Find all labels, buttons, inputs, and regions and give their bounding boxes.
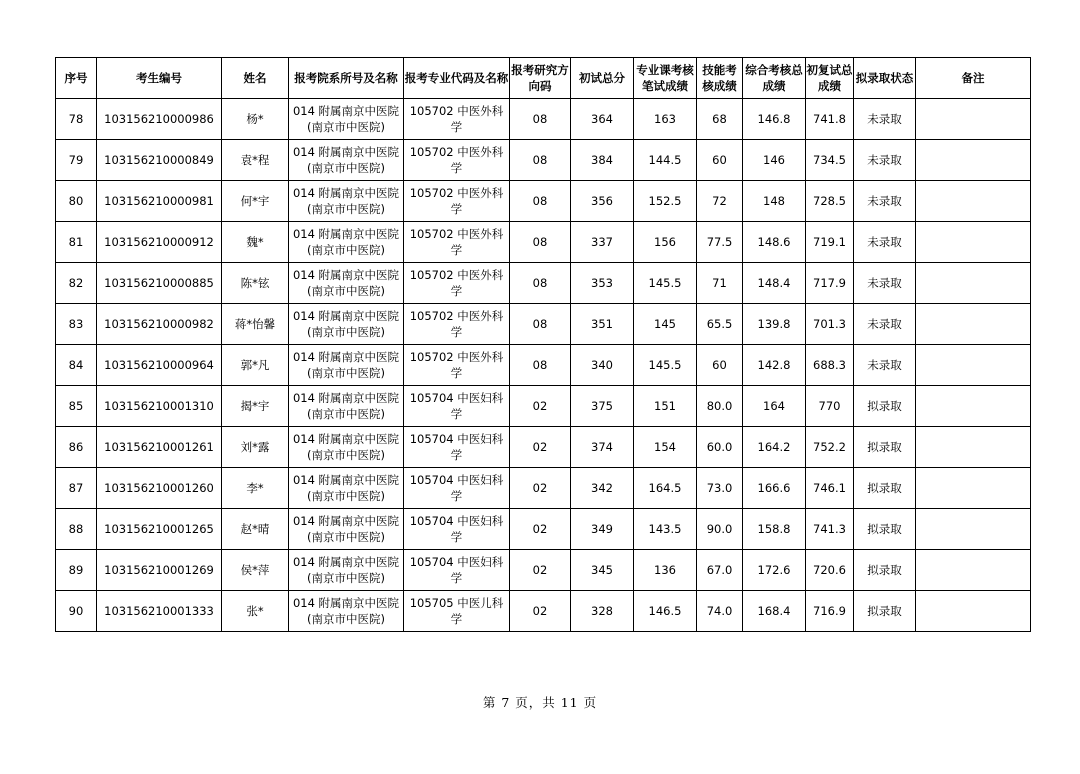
cell-candidate-id: 103156210001260 bbox=[97, 468, 222, 509]
cell-admission-status: 拟录取 bbox=[854, 550, 916, 591]
cell-admission-status: 拟录取 bbox=[854, 386, 916, 427]
cell-skill-exam: 71 bbox=[697, 263, 743, 304]
header-skill-exam bbox=[697, 58, 743, 99]
cell-department-line1: 014 附属南京中医院 bbox=[292, 186, 400, 200]
table-row bbox=[56, 468, 1031, 509]
cell-prelim-total: 345 bbox=[571, 550, 634, 591]
cell-professional-exam: 136 bbox=[634, 550, 697, 591]
cell-department-line2: (南京市中医院) bbox=[307, 407, 385, 421]
cell-department bbox=[289, 427, 404, 468]
cell-department-line2: (南京市中医院) bbox=[307, 366, 385, 380]
table-row bbox=[56, 140, 1031, 181]
cell-prelim-total: 384 bbox=[571, 140, 634, 181]
cell-overall-total: 688.3 bbox=[806, 345, 854, 386]
cell-admission-status: 拟录取 bbox=[854, 591, 916, 632]
cell-remark bbox=[916, 468, 1031, 509]
cell-department-line2: (南京市中医院) bbox=[307, 202, 385, 216]
header-overall-line2: 成绩 bbox=[818, 79, 841, 93]
cell-admission-status: 未录取 bbox=[854, 181, 916, 222]
cell-admission-status: 拟录取 bbox=[854, 509, 916, 550]
cell-admission-status: 未录取 bbox=[854, 222, 916, 263]
cell-direction: 02 bbox=[510, 427, 571, 468]
cell-skill-exam: 60 bbox=[697, 345, 743, 386]
cell-department-line2: (南京市中医院) bbox=[307, 161, 385, 175]
cell-skill-exam: 65.5 bbox=[697, 304, 743, 345]
header-prelim-total: 初试总分 bbox=[571, 58, 634, 99]
cell-professional-exam: 154 bbox=[634, 427, 697, 468]
cell-department-line2: (南京市中医院) bbox=[307, 571, 385, 585]
cell-overall-total: 701.3 bbox=[806, 304, 854, 345]
cell-comprehensive-total: 148.4 bbox=[743, 263, 806, 304]
header-overall-line1: 初复试总 bbox=[806, 63, 853, 77]
cell-department-line2: (南京市中医院) bbox=[307, 325, 385, 339]
cell-admission-status: 拟录取 bbox=[854, 468, 916, 509]
cell-seq: 90 bbox=[56, 591, 97, 632]
cell-name: 张* bbox=[222, 591, 289, 632]
header-direction-line1: 报考研究方 bbox=[511, 63, 569, 77]
cell-department-line2: (南京市中医院) bbox=[307, 243, 385, 257]
cell-department-line1: 014 附属南京中医院 bbox=[292, 391, 400, 405]
cell-department-line2: (南京市中医院) bbox=[307, 612, 385, 626]
cell-skill-exam: 60.0 bbox=[697, 427, 743, 468]
cell-comprehensive-total: 166.6 bbox=[743, 468, 806, 509]
cell-professional-exam: 145.5 bbox=[634, 263, 697, 304]
table-row bbox=[56, 181, 1031, 222]
cell-prelim-total: 340 bbox=[571, 345, 634, 386]
header-professional-line1: 专业课考核 bbox=[636, 63, 694, 77]
header-department: 报考院系所号及名称 bbox=[289, 58, 404, 99]
cell-name: 侯*萍 bbox=[222, 550, 289, 591]
cell-professional-exam: 145.5 bbox=[634, 345, 697, 386]
cell-professional-exam: 143.5 bbox=[634, 509, 697, 550]
cell-remark bbox=[916, 386, 1031, 427]
cell-comprehensive-total: 168.4 bbox=[743, 591, 806, 632]
cell-direction: 02 bbox=[510, 509, 571, 550]
cell-skill-exam: 60 bbox=[697, 140, 743, 181]
header-professional-line2: 笔试成绩 bbox=[642, 79, 688, 93]
cell-seq: 80 bbox=[56, 181, 97, 222]
cell-department bbox=[289, 181, 404, 222]
cell-professional-exam: 156 bbox=[634, 222, 697, 263]
cell-skill-exam: 77.5 bbox=[697, 222, 743, 263]
cell-prelim-total: 364 bbox=[571, 99, 634, 140]
cell-professional-exam: 151 bbox=[634, 386, 697, 427]
cell-seq: 84 bbox=[56, 345, 97, 386]
cell-department-line1: 014 附属南京中医院 bbox=[292, 432, 400, 446]
cell-major: 105702 中医外科学 bbox=[404, 222, 510, 263]
cell-skill-exam: 73.0 bbox=[697, 468, 743, 509]
table-row bbox=[56, 304, 1031, 345]
table-row bbox=[56, 591, 1031, 632]
table-row bbox=[56, 550, 1031, 591]
table-row bbox=[56, 99, 1031, 140]
cell-overall-total: 741.8 bbox=[806, 99, 854, 140]
cell-overall-total: 716.9 bbox=[806, 591, 854, 632]
cell-candidate-id: 103156210000912 bbox=[97, 222, 222, 263]
cell-direction: 02 bbox=[510, 550, 571, 591]
header-comprehensive-total bbox=[743, 58, 806, 99]
cell-overall-total: 719.1 bbox=[806, 222, 854, 263]
cell-seq: 86 bbox=[56, 427, 97, 468]
cell-candidate-id: 103156210001310 bbox=[97, 386, 222, 427]
header-professional-exam bbox=[634, 58, 697, 99]
cell-seq: 85 bbox=[56, 386, 97, 427]
cell-skill-exam: 74.0 bbox=[697, 591, 743, 632]
cell-department-line2: (南京市中医院) bbox=[307, 120, 385, 134]
cell-professional-exam: 164.5 bbox=[634, 468, 697, 509]
cell-department-line1: 014 附属南京中医院 bbox=[292, 145, 400, 159]
cell-major: 105702 中医外科学 bbox=[404, 181, 510, 222]
header-skill-line2: 核成绩 bbox=[702, 79, 737, 93]
cell-direction: 02 bbox=[510, 591, 571, 632]
cell-prelim-total: 353 bbox=[571, 263, 634, 304]
cell-comprehensive-total: 139.8 bbox=[743, 304, 806, 345]
cell-comprehensive-total: 158.8 bbox=[743, 509, 806, 550]
cell-major: 105702 中医外科学 bbox=[404, 140, 510, 181]
cell-admission-status: 拟录取 bbox=[854, 427, 916, 468]
cell-direction: 02 bbox=[510, 468, 571, 509]
header-comprehensive-line2: 成绩 bbox=[762, 79, 786, 93]
cell-department bbox=[289, 99, 404, 140]
cell-remark bbox=[916, 304, 1031, 345]
cell-skill-exam: 80.0 bbox=[697, 386, 743, 427]
cell-major: 105705 中医儿科学 bbox=[404, 591, 510, 632]
cell-seq: 88 bbox=[56, 509, 97, 550]
cell-candidate-id: 103156210001261 bbox=[97, 427, 222, 468]
cell-remark bbox=[916, 181, 1031, 222]
header-seq: 序号 bbox=[56, 58, 97, 99]
table-header-row bbox=[56, 58, 1031, 99]
cell-comprehensive-total: 164.2 bbox=[743, 427, 806, 468]
cell-remark bbox=[916, 345, 1031, 386]
cell-prelim-total: 342 bbox=[571, 468, 634, 509]
cell-seq: 78 bbox=[56, 99, 97, 140]
header-candidate-id: 考生编号 bbox=[97, 58, 222, 99]
cell-major: 105702 中医外科学 bbox=[404, 304, 510, 345]
cell-overall-total: 770 bbox=[806, 386, 854, 427]
cell-name: 何*宇 bbox=[222, 181, 289, 222]
cell-department-line1: 014 附属南京中医院 bbox=[292, 514, 400, 528]
cell-name: 蒋*怡馨 bbox=[222, 304, 289, 345]
cell-remark bbox=[916, 140, 1031, 181]
cell-department bbox=[289, 222, 404, 263]
cell-comprehensive-total: 172.6 bbox=[743, 550, 806, 591]
cell-candidate-id: 103156210000981 bbox=[97, 181, 222, 222]
cell-prelim-total: 375 bbox=[571, 386, 634, 427]
cell-prelim-total: 337 bbox=[571, 222, 634, 263]
cell-seq: 81 bbox=[56, 222, 97, 263]
cell-admission-status: 未录取 bbox=[854, 99, 916, 140]
cell-name: 揭*宇 bbox=[222, 386, 289, 427]
cell-direction: 08 bbox=[510, 181, 571, 222]
cell-professional-exam: 146.5 bbox=[634, 591, 697, 632]
cell-department bbox=[289, 304, 404, 345]
table-row bbox=[56, 386, 1031, 427]
cell-comprehensive-total: 142.8 bbox=[743, 345, 806, 386]
table-row bbox=[56, 509, 1031, 550]
cell-admission-status: 未录取 bbox=[854, 345, 916, 386]
cell-department bbox=[289, 140, 404, 181]
cell-department bbox=[289, 345, 404, 386]
cell-department bbox=[289, 509, 404, 550]
cell-candidate-id: 103156210000982 bbox=[97, 304, 222, 345]
cell-professional-exam: 145 bbox=[634, 304, 697, 345]
cell-department-line2: (南京市中医院) bbox=[307, 489, 385, 503]
cell-admission-status: 未录取 bbox=[854, 304, 916, 345]
cell-name: 袁*程 bbox=[222, 140, 289, 181]
cell-candidate-id: 103156210000885 bbox=[97, 263, 222, 304]
cell-department-line1: 014 附属南京中医院 bbox=[292, 309, 400, 323]
cell-department bbox=[289, 263, 404, 304]
cell-name: 赵*晴 bbox=[222, 509, 289, 550]
cell-comprehensive-total: 148 bbox=[743, 181, 806, 222]
table-row bbox=[56, 222, 1031, 263]
cell-name: 魏* bbox=[222, 222, 289, 263]
cell-direction: 08 bbox=[510, 99, 571, 140]
header-overall-total bbox=[806, 58, 854, 99]
cell-direction: 08 bbox=[510, 263, 571, 304]
cell-skill-exam: 68 bbox=[697, 99, 743, 140]
cell-prelim-total: 351 bbox=[571, 304, 634, 345]
cell-professional-exam: 152.5 bbox=[634, 181, 697, 222]
cell-department bbox=[289, 468, 404, 509]
cell-remark bbox=[916, 550, 1031, 591]
table-row bbox=[56, 427, 1031, 468]
page-footer: 第 7 页，共 11 页 bbox=[482, 695, 598, 710]
cell-major: 105702 中医外科学 bbox=[404, 345, 510, 386]
cell-admission-status: 未录取 bbox=[854, 263, 916, 304]
cell-name: 李* bbox=[222, 468, 289, 509]
cell-direction: 02 bbox=[510, 386, 571, 427]
table-body bbox=[56, 99, 1031, 632]
header-name: 姓名 bbox=[222, 58, 289, 99]
header-remark: 备注 bbox=[916, 58, 1031, 99]
cell-remark bbox=[916, 99, 1031, 140]
cell-major: 105704 中医妇科学 bbox=[404, 550, 510, 591]
cell-seq: 79 bbox=[56, 140, 97, 181]
header-direction-line2: 向码 bbox=[528, 79, 552, 93]
cell-major: 105702 中医外科学 bbox=[404, 263, 510, 304]
cell-candidate-id: 103156210000849 bbox=[97, 140, 222, 181]
header-major: 报考专业代码及名称 bbox=[404, 58, 510, 99]
cell-remark bbox=[916, 591, 1031, 632]
cell-remark bbox=[916, 509, 1031, 550]
cell-major: 105704 中医妇科学 bbox=[404, 509, 510, 550]
cell-seq: 89 bbox=[56, 550, 97, 591]
cell-name: 郭*凡 bbox=[222, 345, 289, 386]
cell-overall-total: 752.2 bbox=[806, 427, 854, 468]
cell-admission-status: 未录取 bbox=[854, 140, 916, 181]
cell-department-line1: 014 附属南京中医院 bbox=[292, 268, 400, 282]
cell-professional-exam: 163 bbox=[634, 99, 697, 140]
cell-department bbox=[289, 550, 404, 591]
cell-department-line2: (南京市中医院) bbox=[307, 284, 385, 298]
cell-candidate-id: 103156210001269 bbox=[97, 550, 222, 591]
cell-skill-exam: 90.0 bbox=[697, 509, 743, 550]
cell-remark bbox=[916, 263, 1031, 304]
cell-professional-exam: 144.5 bbox=[634, 140, 697, 181]
table-row bbox=[56, 345, 1031, 386]
cell-department-line1: 014 附属南京中医院 bbox=[292, 227, 400, 241]
cell-skill-exam: 72 bbox=[697, 181, 743, 222]
cell-comprehensive-total: 146.8 bbox=[743, 99, 806, 140]
cell-overall-total: 720.6 bbox=[806, 550, 854, 591]
cell-overall-total: 734.5 bbox=[806, 140, 854, 181]
cell-direction: 08 bbox=[510, 140, 571, 181]
cell-direction: 08 bbox=[510, 304, 571, 345]
cell-name: 刘*露 bbox=[222, 427, 289, 468]
cell-department-line1: 014 附属南京中医院 bbox=[292, 473, 400, 487]
cell-overall-total: 717.9 bbox=[806, 263, 854, 304]
cell-name: 陈*铉 bbox=[222, 263, 289, 304]
cell-direction: 08 bbox=[510, 345, 571, 386]
cell-prelim-total: 328 bbox=[571, 591, 634, 632]
cell-candidate-id: 103156210001265 bbox=[97, 509, 222, 550]
table-row bbox=[56, 263, 1031, 304]
admission-results-table bbox=[55, 57, 1031, 632]
header-admission-status: 拟录取状态 bbox=[854, 58, 916, 99]
cell-prelim-total: 374 bbox=[571, 427, 634, 468]
cell-department-line1: 014 附属南京中医院 bbox=[292, 350, 400, 364]
cell-candidate-id: 103156210001333 bbox=[97, 591, 222, 632]
cell-direction: 08 bbox=[510, 222, 571, 263]
cell-candidate-id: 103156210000986 bbox=[97, 99, 222, 140]
cell-remark bbox=[916, 222, 1031, 263]
cell-comprehensive-total: 164 bbox=[743, 386, 806, 427]
cell-overall-total: 746.1 bbox=[806, 468, 854, 509]
cell-department bbox=[289, 591, 404, 632]
cell-major: 105704 中医妇科学 bbox=[404, 468, 510, 509]
cell-seq: 82 bbox=[56, 263, 97, 304]
results-sheet bbox=[55, 57, 1008, 632]
cell-prelim-total: 349 bbox=[571, 509, 634, 550]
cell-skill-exam: 67.0 bbox=[697, 550, 743, 591]
header-skill-line1: 技能考 bbox=[702, 63, 737, 77]
cell-overall-total: 728.5 bbox=[806, 181, 854, 222]
header-direction bbox=[510, 58, 571, 99]
cell-prelim-total: 356 bbox=[571, 181, 634, 222]
cell-seq: 83 bbox=[56, 304, 97, 345]
cell-department-line1: 014 附属南京中医院 bbox=[292, 596, 400, 610]
cell-department bbox=[289, 386, 404, 427]
cell-overall-total: 741.3 bbox=[806, 509, 854, 550]
cell-major: 105704 中医妇科学 bbox=[404, 427, 510, 468]
cell-name: 杨* bbox=[222, 99, 289, 140]
cell-department-line2: (南京市中医院) bbox=[307, 530, 385, 544]
cell-remark bbox=[916, 427, 1031, 468]
cell-candidate-id: 103156210000964 bbox=[97, 345, 222, 386]
cell-major: 105704 中医妇科学 bbox=[404, 386, 510, 427]
cell-department-line1: 014 附属南京中医院 bbox=[292, 104, 400, 118]
cell-comprehensive-total: 148.6 bbox=[743, 222, 806, 263]
cell-department-line2: (南京市中医院) bbox=[307, 448, 385, 462]
header-comprehensive-line1: 综合考核总 bbox=[745, 63, 803, 77]
cell-department-line1: 014 附属南京中医院 bbox=[292, 555, 400, 569]
cell-seq: 87 bbox=[56, 468, 97, 509]
cell-major: 105702 中医外科学 bbox=[404, 99, 510, 140]
cell-comprehensive-total: 146 bbox=[743, 140, 806, 181]
